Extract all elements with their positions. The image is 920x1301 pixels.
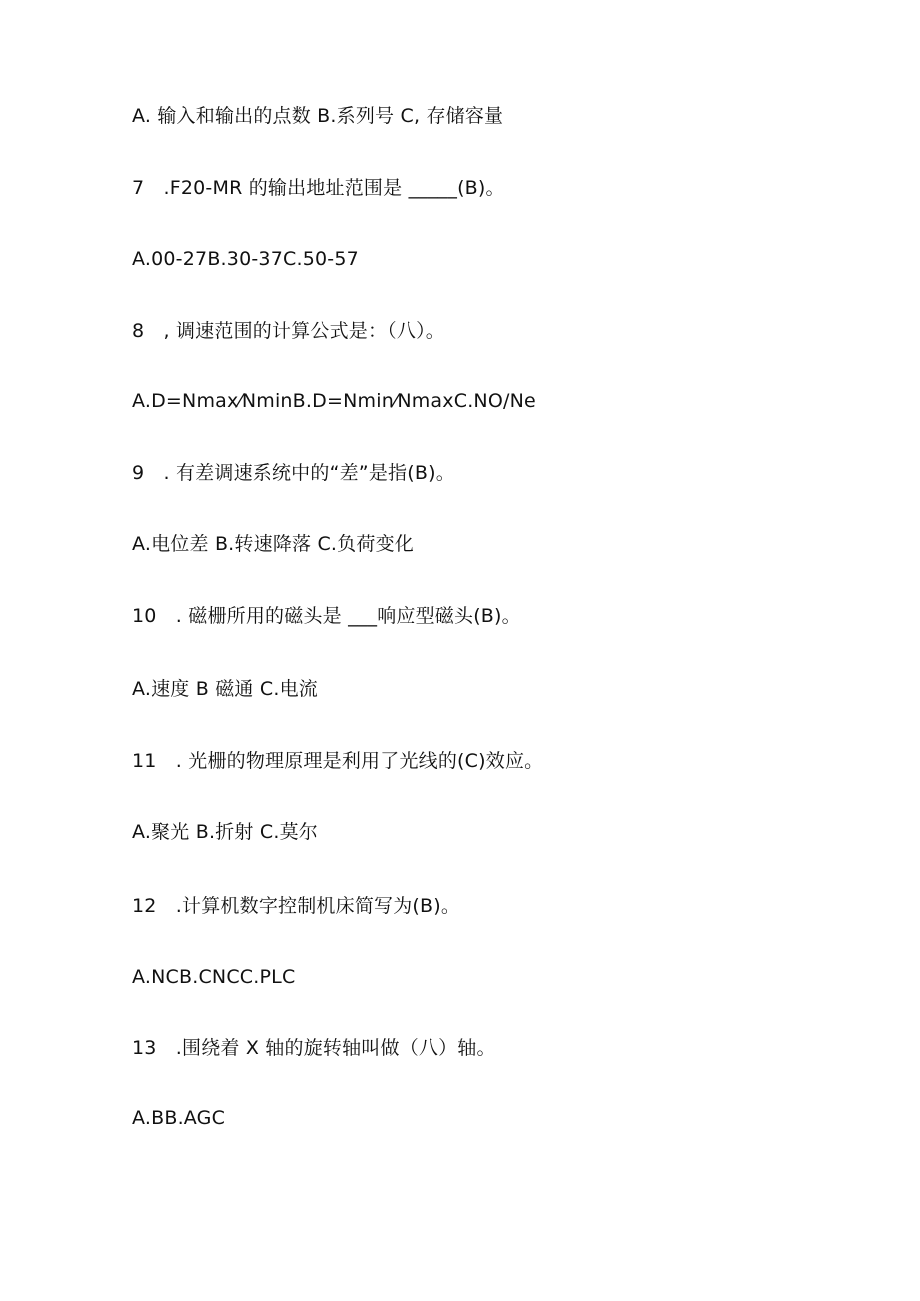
question-7: 7 .F20-MR 的输出地址范围是 _____(B)。 bbox=[132, 177, 505, 199]
option-line-13: A.BB.AGC bbox=[132, 1107, 226, 1129]
option-line-7: A.00-27B.30-37C.50-57 bbox=[132, 248, 359, 270]
question-11: 11 . 光栅的物理原理是利用了光线的(C)效应。 bbox=[132, 750, 544, 772]
option-line-9: A.电位差 B.转速降落 C.负荷变化 bbox=[132, 533, 414, 555]
option-line-8: A.D=Nmax⁄NminB.D=Nmin⁄NmaxC.NO/Ne bbox=[132, 390, 536, 412]
question-8: 8 , 调速范围的计算公式是：（八）。 bbox=[132, 320, 445, 342]
question-10: 10 . 磁栅所用的磁头是 ___响应型磁头(B)。 bbox=[132, 605, 521, 627]
option-line-10: A.速度 B 磁通 C.电流 bbox=[132, 678, 318, 700]
question-9: 9 . 有差调速系统中的“差”是指(B)。 bbox=[132, 462, 455, 484]
option-line-11: A.聚光 B.折射 C.莫尔 bbox=[132, 821, 318, 843]
option-line-12: A.NCB.CNCC.PLC bbox=[132, 966, 296, 988]
question-13: 13 .围绕着 X 轴的旋转轴叫做（八）轴。 bbox=[132, 1037, 496, 1059]
question-12: 12 .计算机数字控制机床简写为(B)。 bbox=[132, 895, 461, 917]
option-line-6: A. 输入和输出的点数 B.系列号 C, 存储容量 bbox=[132, 105, 504, 127]
